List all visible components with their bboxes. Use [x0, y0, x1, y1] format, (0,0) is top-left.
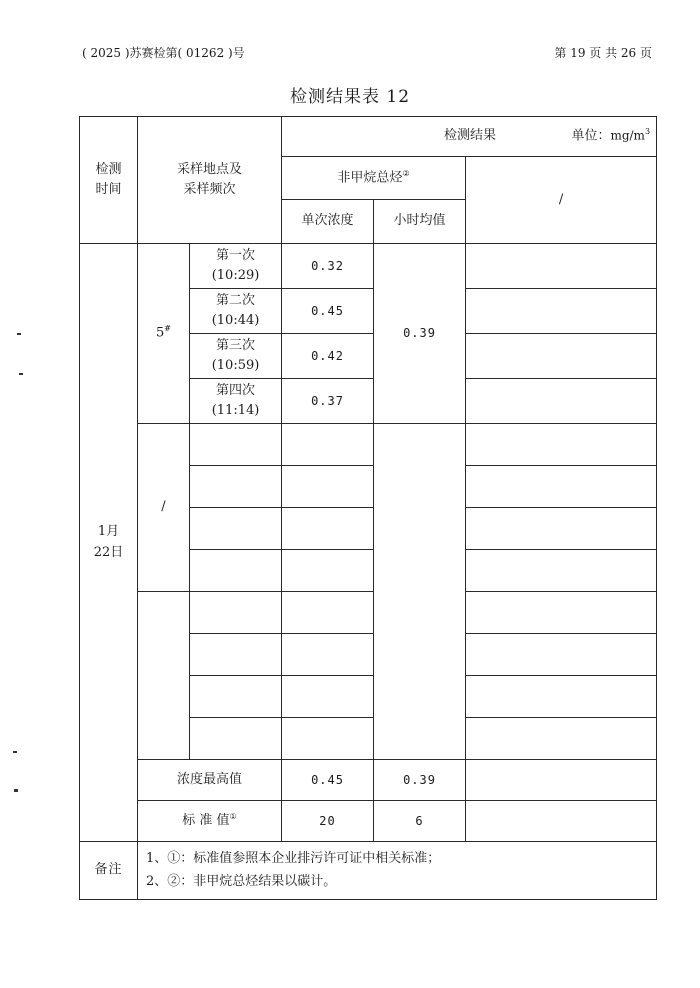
scan-mark [19, 373, 23, 375]
sample-value: 0.42 [282, 334, 374, 379]
empty-cell [466, 244, 657, 289]
header-pollutant: 非甲烷总烃② [282, 157, 466, 200]
empty-cell [466, 760, 657, 801]
site-blank: / [138, 424, 190, 592]
scan-mark [13, 751, 17, 753]
note-item: 2、②：非甲烷总烃结果以碳计。 [146, 873, 337, 889]
sample-value: 0.32 [282, 244, 374, 289]
notes-label: 备注 [80, 842, 138, 900]
notes-content [138, 842, 657, 900]
header-single-concentration: 单次浓度 [282, 200, 374, 244]
results-label: 检测结果 [444, 128, 497, 143]
standard-hourly-value: 6 [374, 801, 466, 842]
max-hourly-value: 0.39 [374, 760, 466, 801]
report-number: ( 2025 )苏赛检第( 01262 )号 [82, 46, 245, 60]
empty-cell [466, 289, 657, 334]
results-table [79, 116, 657, 900]
standard-single-value: 20 [282, 801, 374, 842]
scan-mark [17, 333, 21, 335]
header-sampling-site: 采样地点及 采样频次 [138, 117, 282, 244]
hourly-average-value: 0.39 [374, 244, 466, 424]
header-hourly-average: 小时均值 [374, 200, 466, 244]
note-item: 1、①：标准值参照本企业排污许可证中相关标准； [146, 850, 441, 866]
sample-value: 0.37 [282, 379, 374, 424]
page-indicator: 第 19 页 共 26 页 [554, 46, 652, 60]
scan-mark [14, 789, 18, 792]
site-number: 5# [138, 244, 190, 424]
sample-value: 0.45 [282, 289, 374, 334]
table-title: 检测结果表 12 [289, 87, 411, 107]
header-results [282, 117, 657, 157]
max-value-label: 浓度最高值 [138, 760, 282, 801]
max-single-value: 0.45 [282, 760, 374, 801]
header-test-time: 检测 时间 [80, 117, 138, 244]
unit-label: 单位：$mg/m^3$ [571, 127, 651, 144]
empty-cell [466, 334, 657, 379]
header-blank: / [466, 157, 657, 244]
sample-label: 第四次 (11:14) [190, 379, 282, 424]
sampling-date: 1月 22日 [80, 244, 138, 842]
sample-label: 第三次 (10:59) [190, 334, 282, 379]
site-empty [138, 592, 190, 760]
empty-cell [466, 801, 657, 842]
standard-value-label: 标 准 值① [138, 801, 282, 842]
empty-cell [466, 379, 657, 424]
sample-label: 第一次 (10:29) [190, 244, 282, 289]
sample-label: 第二次 (10:44) [190, 289, 282, 334]
empty-hourly-cell [374, 424, 466, 760]
